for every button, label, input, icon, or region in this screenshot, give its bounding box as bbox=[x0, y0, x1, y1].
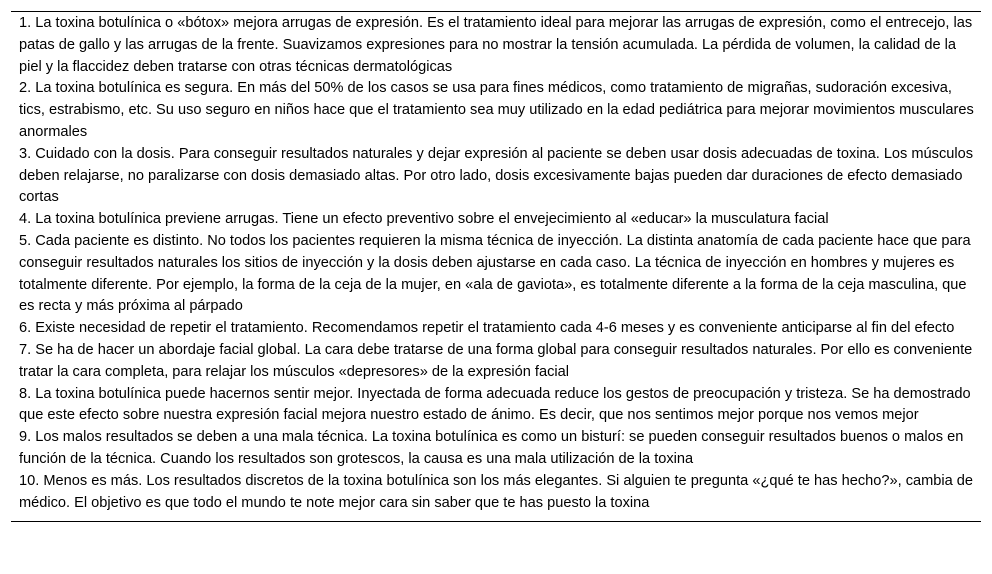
table-row: 7. Se ha de hacer un abordaje facial global. La cara debe tratarse de una forma global para conseguir resultados naturales. Por ello es conveniente tratar la cara completa, para relajar los músculos «depresores» de la expresión facial bbox=[19, 341, 973, 380]
table-row: 8. La toxina botulínica puede hacernos sentir mejor. Inyectada de forma adecuada reduce los gestos de preocupación y tristeza. Se ha demostrado que este efecto sobre nuestra expresión facial mejora nuestro estado de ánimo. Es decir, que nos sentimos mejor porque nos vemos mejor bbox=[19, 385, 971, 424]
table-row: 1. La toxina botulínica o «bótox» mejora arrugas de expresión. Es el tratamiento ideal para mejorar las arrugas de expresión, como el entrecejo, las patas de gallo y las arrugas de la frente. Suavizamos expresiones para no mostrar la tensión acumulada. La pérdida de volumen, la calidad de la piel y la flaccidez deben tratarse con otras técnicas dermatológicas bbox=[19, 15, 973, 75]
table-row: 6. Existe necesidad de repetir el tratamiento. Recomendamos repetir el tratamiento cada 4-6 meses y es conveniente anticiparse al fin del efecto bbox=[19, 320, 955, 337]
recommendations-table bbox=[11, 11, 981, 522]
table-row: 10. Menos es más. Los resultados discretos de la toxina botulínica son los más elegantes. Si alguien te pregunta «¿qué te has hecho?», cambia de médico. El objetivo es que todo el mundo te note mejor cara sin saber que te has puesto la toxina bbox=[19, 472, 974, 511]
table-row: 2. La toxina botulínica es segura. En más del 50% de los casos se usa para fines médicos, como tratamiento de migrañas, sudoración excesiva, tics, estrabismo, etc. Su uso seguro en niños hace que el tratamiento sea muy utilizado en la edad pediátrica para mejorar movimientos musculares anormales bbox=[19, 80, 974, 140]
table-row: 9. Los malos resultados se deben a una mala técnica. La toxina botulínica es como un bisturí: se pueden conseguir resultados buenos o malos en función de la técnica. Cuando los resultados son grotescos, la causa es una mala utilización de la toxina bbox=[19, 429, 964, 467]
table-row: 5. Cada paciente es distinto. No todos los pacientes requieren la misma técnica de inyección. La distinta anatomía de cada paciente hace que para conseguir resultados naturales los sitios de inyección y la dosis deben ajustarse en cada caso. La técnica de inyección en hombres y mujeres es totalmente diferente. Por ejemplo, la forma de la ceja de la mujer, en «ala de gaviota», es totalmente diferente a la forma de la ceja masculina, que es recta y más próxima al párpado bbox=[19, 232, 971, 315]
table-row: 3. Cuidado con la dosis. Para conseguir resultados naturales y dejar expresión al paciente se deben usar dosis adecuadas de toxina. Los músculos deben relajarse, no paralizarse con dosis demasiado altas. Por otro lado, dosis excesivamente bajas pueden dar duraciones de efecto demasiado cortas bbox=[19, 145, 974, 206]
table-row: 4. La toxina botulínica previene arrugas. Tiene un efecto preventivo sobre el envejecimiento al «educar» la musculatura facial bbox=[19, 211, 829, 228]
